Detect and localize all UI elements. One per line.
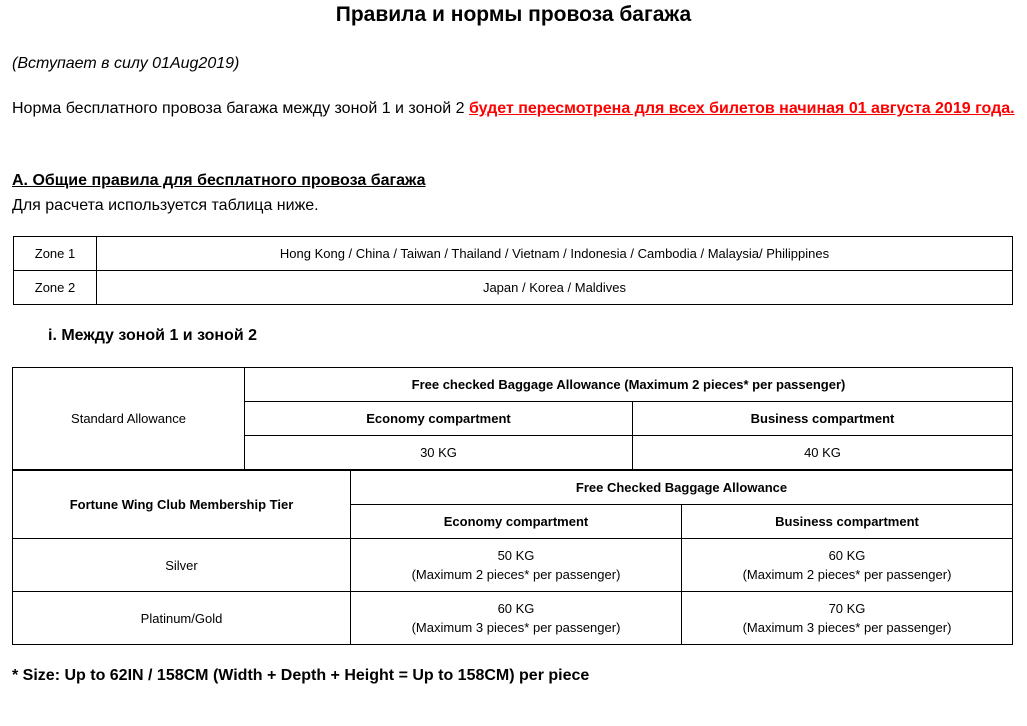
standard-allowance-label: Standard Allowance — [13, 368, 245, 470]
membership-tier-table — [12, 470, 1013, 645]
zone-table — [13, 236, 1013, 305]
allowance-note: (Maximum 3 pieces* per passenger) — [411, 620, 621, 635]
business-allowance — [682, 539, 1013, 592]
intro-text: Норма бесплатного провоза багажа между зоной 1 и зоной 2 — [12, 100, 469, 117]
zone-row — [14, 271, 1013, 305]
page-title: Правила и нормы провоза багажа — [335, 3, 692, 26]
intro-highlight: будет пересмотрена для всех билетов начиная 01 августа 2019 года. — [468, 100, 1015, 117]
tier-group-header: Free Checked Baggage Allowance — [351, 471, 1013, 505]
intro-paragraph — [12, 96, 1017, 121]
subsection-heading: i. Между зоной 1 и зоной 2 — [48, 327, 258, 344]
economy-allowance — [351, 592, 682, 645]
zone-row — [14, 237, 1013, 271]
allowance-weight: 60 KG — [828, 548, 866, 563]
economy-allowance — [351, 539, 682, 592]
table-row — [13, 368, 1013, 402]
zone-countries: Hong Kong / China / Taiwan / Thailand / Vietnam / Indonesia / Cambodia / Malaysia/ Philippines — [97, 237, 1013, 271]
allowance-note: (Maximum 3 pieces* per passenger) — [742, 620, 952, 635]
economy-allowance: 30 KG — [245, 436, 633, 470]
economy-header: Economy compartment — [245, 402, 633, 436]
allowance-weight: 50 KG — [497, 548, 535, 563]
allowance-weight: 70 KG — [828, 601, 866, 616]
allowance-note: (Maximum 2 pieces* per passenger) — [742, 567, 952, 582]
zone-countries: Japan / Korea / Maldives — [97, 271, 1013, 305]
effective-date: (Вступает в силу 01Aug2019) — [12, 55, 240, 72]
tier-name: Platinum/Gold — [13, 592, 351, 645]
economy-header: Economy compartment — [351, 505, 682, 539]
membership-tier-label: Fortune Wing Club Membership Tier — [13, 471, 351, 539]
size-footnote: * Size: Up to 62IN / 158CM (Width + Depth + Height = Up to 158CM) per piece — [12, 667, 590, 684]
business-allowance: 40 KG — [633, 436, 1013, 470]
table-row — [13, 471, 1013, 505]
business-allowance — [682, 592, 1013, 645]
tier-name: Silver — [13, 539, 351, 592]
table-row — [13, 592, 1013, 645]
section-a-note: Для расчета используется таблица ниже. — [12, 197, 319, 214]
business-header: Business compartment — [633, 402, 1013, 436]
section-a-heading: A. Общие правила для бесплатного провоза багажа — [12, 172, 426, 189]
standard-group-header: Free checked Baggage Allowance (Maximum 2 pieces* per passenger) — [245, 368, 1013, 402]
zone-label: Zone 1 — [14, 237, 97, 271]
standard-allowance-table — [12, 367, 1013, 470]
table-row — [13, 539, 1013, 592]
zone-label: Zone 2 — [14, 271, 97, 305]
business-header: Business compartment — [682, 505, 1013, 539]
allowance-weight: 60 KG — [497, 601, 535, 616]
allowance-note: (Maximum 2 pieces* per passenger) — [411, 567, 621, 582]
